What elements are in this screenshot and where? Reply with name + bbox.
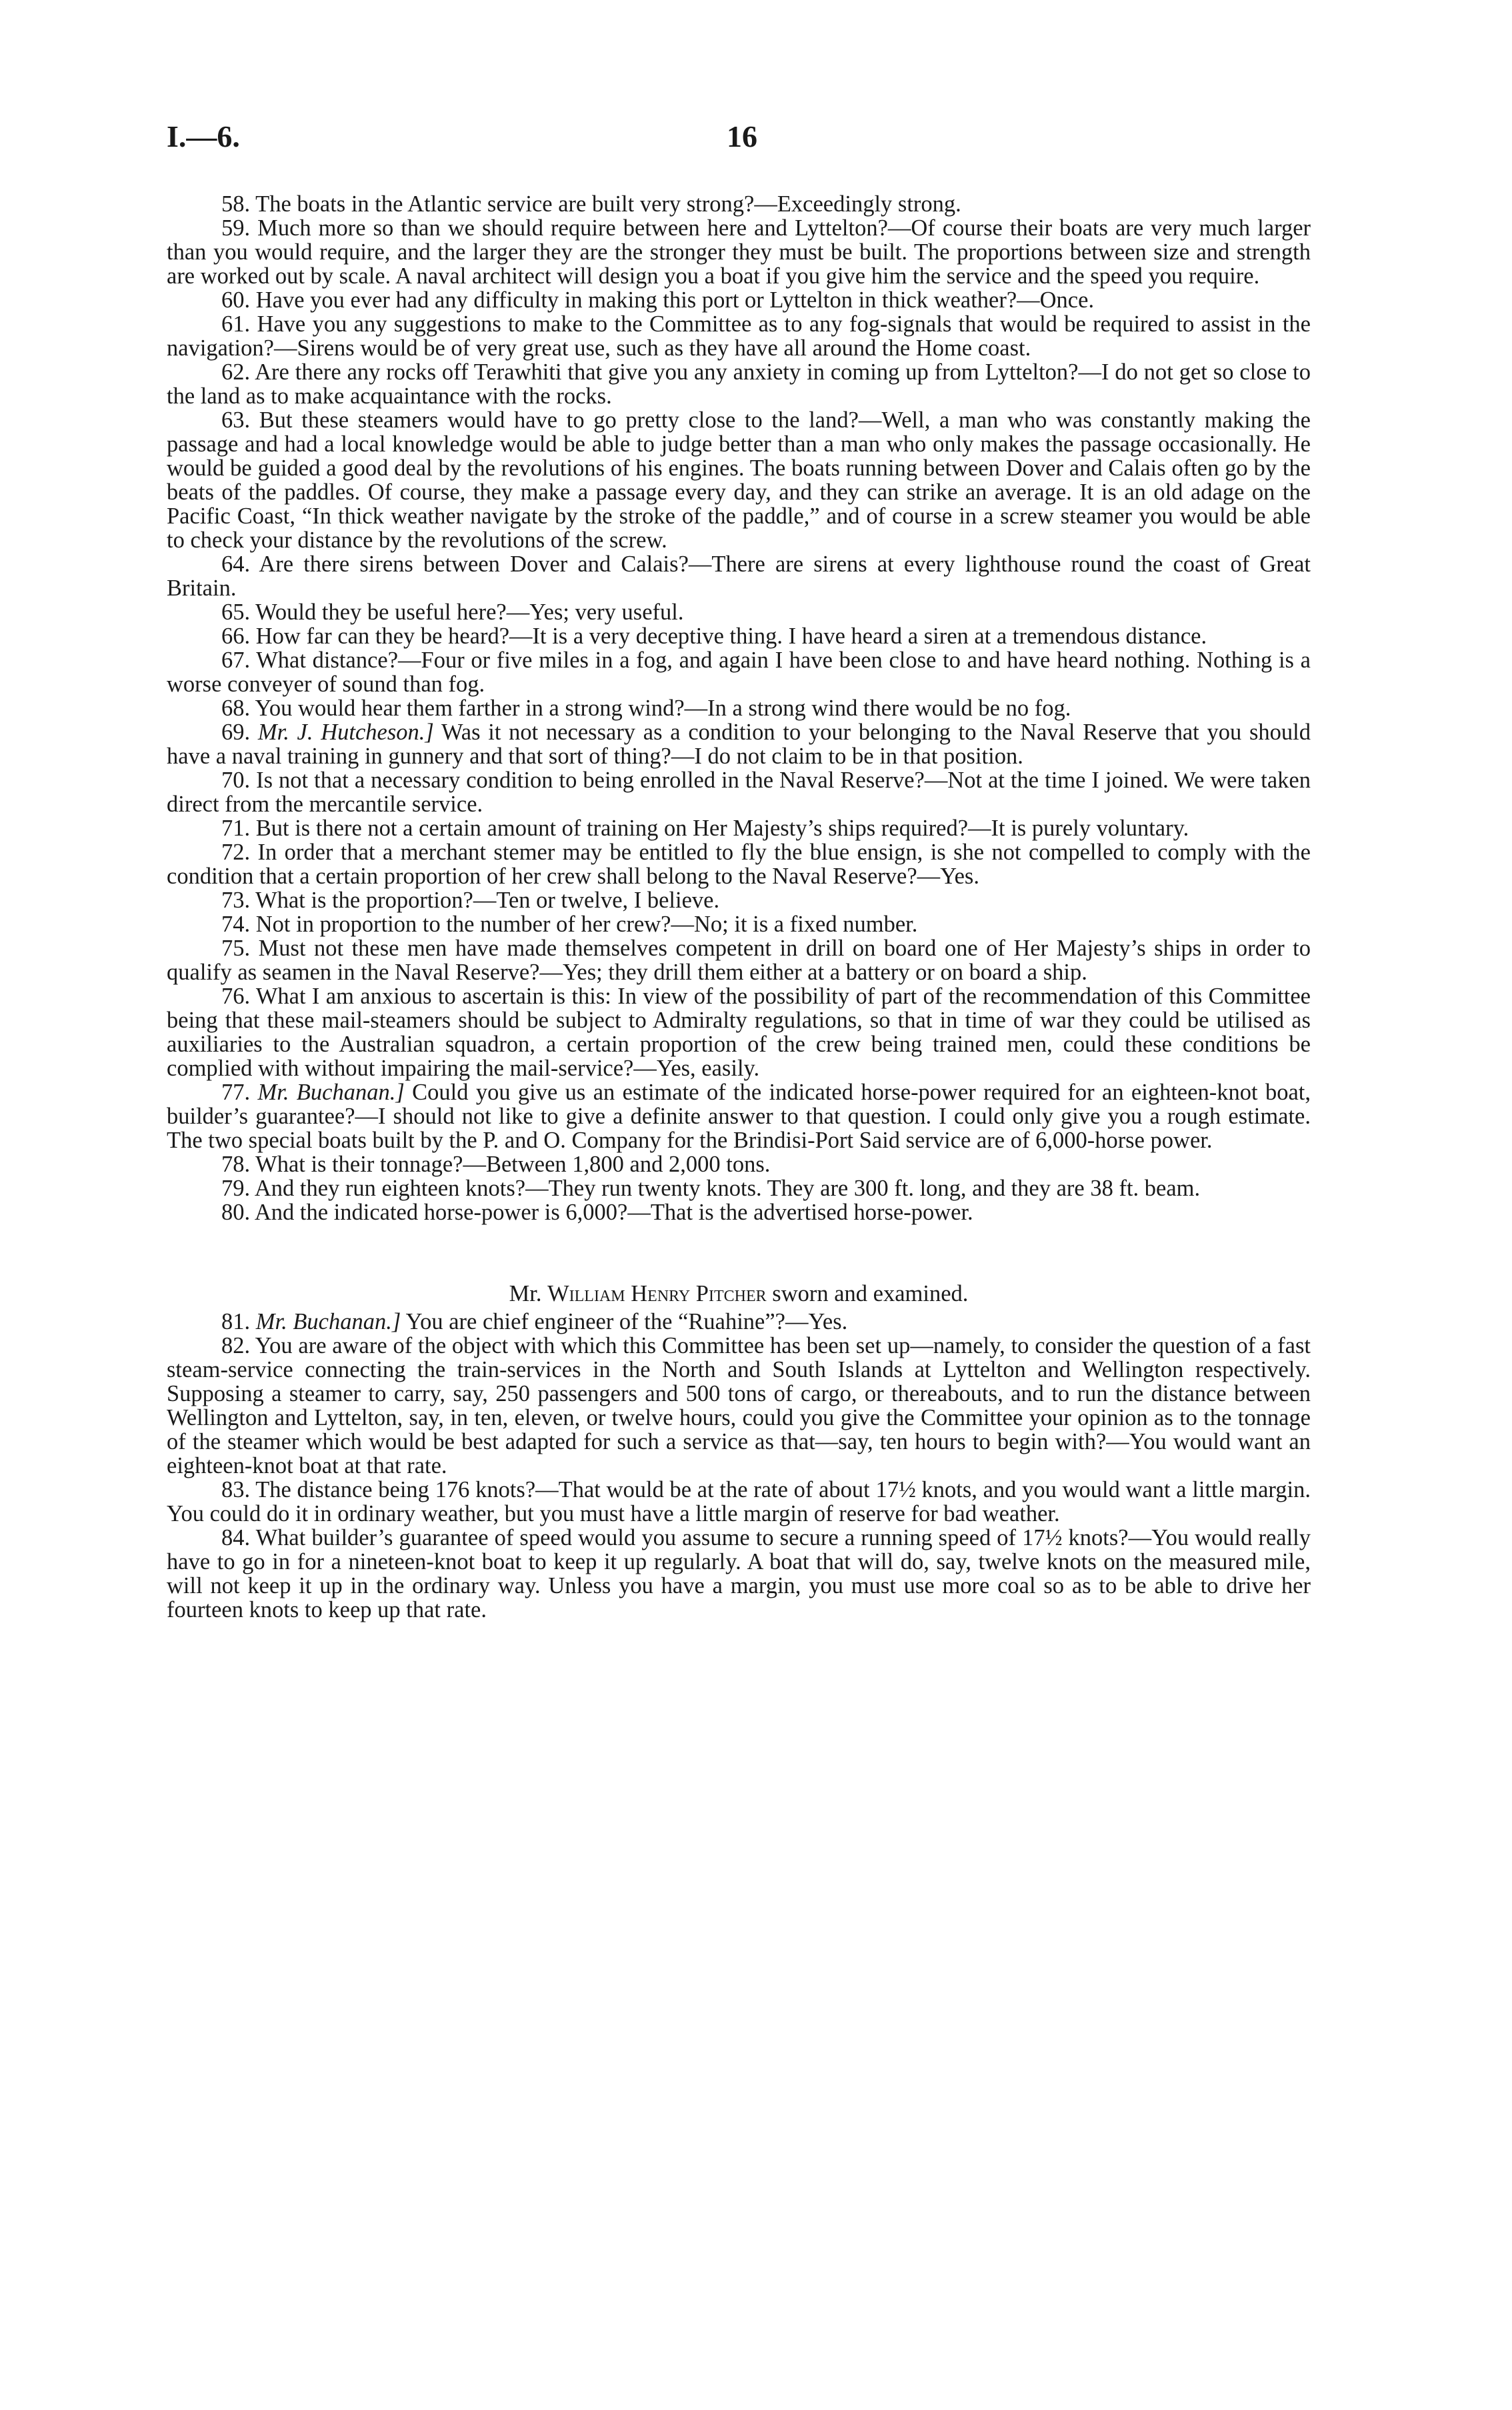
paragraph-68: 68. You would hear them farther in a strong wind?—In a strong wind there would be no fog. [221,696,1071,721]
paragraph-58: 58. The boats in the Atlantic service are built very strong?—Exceedingly strong. [221,191,961,217]
page-header [167,119,1340,165]
paragraph-66: 66. How far can they be heard?—It is a very deceptive thing. I have heard a siren at a tremendous distance. [221,624,1207,649]
speaker-label: Mr. Buchanan.] [257,1080,405,1105]
paragraph-63: 63. But these steamers would have to go pretty close to the land?—Well, a man who was constantly making the passage and had a local knowledge would be able to judge better than a man who only makes the passage occasionally. He would be guided a good deal by the revolutions of his engines. The boats running between Dover and Calais often go by the beats of the paddles. Of course, they make a passage every day, and they can strike an average. It is an old adage on the Pacific Coast, “In thick weather navigate by the stroke of the paddle,” and of course in a screw steamer you would be able to check your distance by the revolutions of the screw. [167,407,1311,553]
paragraph-number: 81. [221,1309,251,1334]
paragraph-65: 65. Would they be useful here?—Yes; very useful. [221,599,684,625]
paragraph-59: 59. Much more so than we should require between here and Lyttelton?—Of course their boats are very much larger than you would require, and the larger they are the stronger they must be built. The proportions between size and strength are worked out by scale. A naval architect will design you a boat if you give him the service and the speed you require. [167,215,1311,289]
page-number: 16 [727,119,757,153]
paragraph-82: 82. You are aware of the object with which this Committee has been set up—namely, to consider the question of a fast steam-service connecting the train-services in the North and South Islands at Lyttelton and Wellington respectively. Supposing a steamer to carry, say, 250 passengers and 500 tons of cargo, or thereabouts, and to run the distance between Wellington and Lyttelton, say, in ten, eleven, or twelve hours, could you give the Committee your opinion as to the tonnage of the steamer which would be best adapted for such a service as that—say, ten hours to begin with?—You would want an eighteen-knot boat at that rate. [167,1333,1311,1478]
paragraph-64: 64. Are there sirens between Dover and Calais?—There are sirens at every lighthouse round the coast of Great Britain. [167,551,1311,601]
paragraph-69 [167,720,1311,768]
paragraph-84: 84. What builder’s guarantee of speed would you assume to secure a running speed of 17½ knots?—You would really have to go in for a nineteen-knot boat to keep it up regularly. A boat that will do, say, twelve knots on the measured mile, will not keep it up in the ordinary way. Unless you have a margin, you must use more coal so as to be able to drive her fourteen knots to keep up that rate. [167,1525,1311,1622]
paragraph-71: 71. But is there not a certain amount of training on Her Majesty’s ships required?—It is purely voluntary. [221,816,1189,841]
paragraph-62: 62. Are there any rocks off Terawhiti that give you any anxiety in coming up from Lyttelton?—I do not get so close to the land as to make acquaintance with the rocks. [167,359,1311,409]
paragraph-73: 73. What is the proportion?—Ten or twelve, I believe. [221,888,720,913]
witness-prefix: Mr. [509,1281,542,1306]
witness-suffix: sworn and examined. [772,1281,969,1306]
paragraph-80: 80. And the indicated horse-power is 6,000?—That is the advertised horse-power. [221,1200,973,1225]
paragraph-text: Was it not necessary as a condition to your belonging to the Naval Reserve that you should have a naval training in gunnery and that sort of thing?—I do not claim to be in that position. [167,720,1311,769]
paragraph-81 [167,1310,1311,1334]
document-reference: I.—6. [167,119,240,153]
page-body [167,192,1311,1622]
paragraph-72: 72. In order that a merchant stemer may be entitled to fly the blue ensign, is she not compelled to comply with the condition that a certain proportion of her crew shall belong to the Naval Reserve?—Yes. [167,840,1311,889]
paragraph-78: 78. What is their tonnage?—Between 1,800 and 2,000 tons. [221,1152,771,1177]
paragraph-number: 77. [221,1080,251,1105]
witness-name: William Henry Pitcher [547,1281,767,1306]
paragraph-74: 74. Not in proportion to the number of her crew?—No; it is a fixed number. [221,912,918,937]
paragraph-number: 69. [221,720,251,745]
paragraph-79: 79. And they run eighteen knots?—They run twenty knots. They are 300 ft. long, and they are 38 ft. beam. [221,1176,1201,1201]
paragraph-70: 70. Is not that a necessary condition to being enrolled in the Naval Reserve?—Not at the time I joined. We were taken direct from the mercantile service. [167,768,1311,817]
paragraph-text: You are chief engineer of the “Ruahine”?—Yes. [405,1309,848,1334]
speaker-label: Mr. Buchanan.] [255,1309,401,1334]
paragraph-75: 75. Must not these men have made themselves competent in drill on board one of Her Majesty’s ships in order to qualify as seamen in the Naval Reserve?—Yes; they drill them either at a battery or on board a ship. [167,936,1311,985]
paragraph-76: 76. What I am anxious to ascertain is this: In view of the possibility of part of the recommendation of this Committee being that these mail-steamers should be subject to Admiralty regulations, so that in time of war they could be utilised as auxiliaries to the Australian squadron, a certain proportion of the crew being trained men, could these conditions be complied with without impairing the mail-service?—Yes, easily. [167,984,1311,1081]
speaker-label: Mr. J. Hutcheson.] [257,720,434,745]
paragraph-83: 83. The distance being 176 knots?—That would be at the rate of about 17½ knots, and you would want a little margin. You could do it in ordinary weather, but you must have a little margin of reserve for bad weather. [167,1477,1311,1526]
witness-heading [167,1282,1311,1306]
paragraph-67: 67. What distance?—Four or five miles in a fog, and again I have been close to and have heard nothing. Nothing is a worse conveyer of sound than fog. [167,648,1311,697]
paragraph-61: 61. Have you any suggestions to make to the Committee as to any fog-signals that would be required to assist in the navigation?—Sirens would be of very great use, such as they have all around the Home coast. [167,311,1311,361]
paragraph-77 [167,1080,1311,1152]
paragraph-text: Could you give us an estimate of the indicated horse-power required for an eighteen-knot boat, builder’s guarantee?—I should not like to give a definite answer to that question. I could only give you a rough estimate. The two special boats built by the P. and O. Company for the Brindisi-Port Said service are of 6,000-horse power. [167,1080,1311,1153]
paragraph-60: 60. Have you ever had any difficulty in making this port or Lyttelton in thick weather?—Once. [221,287,1095,313]
